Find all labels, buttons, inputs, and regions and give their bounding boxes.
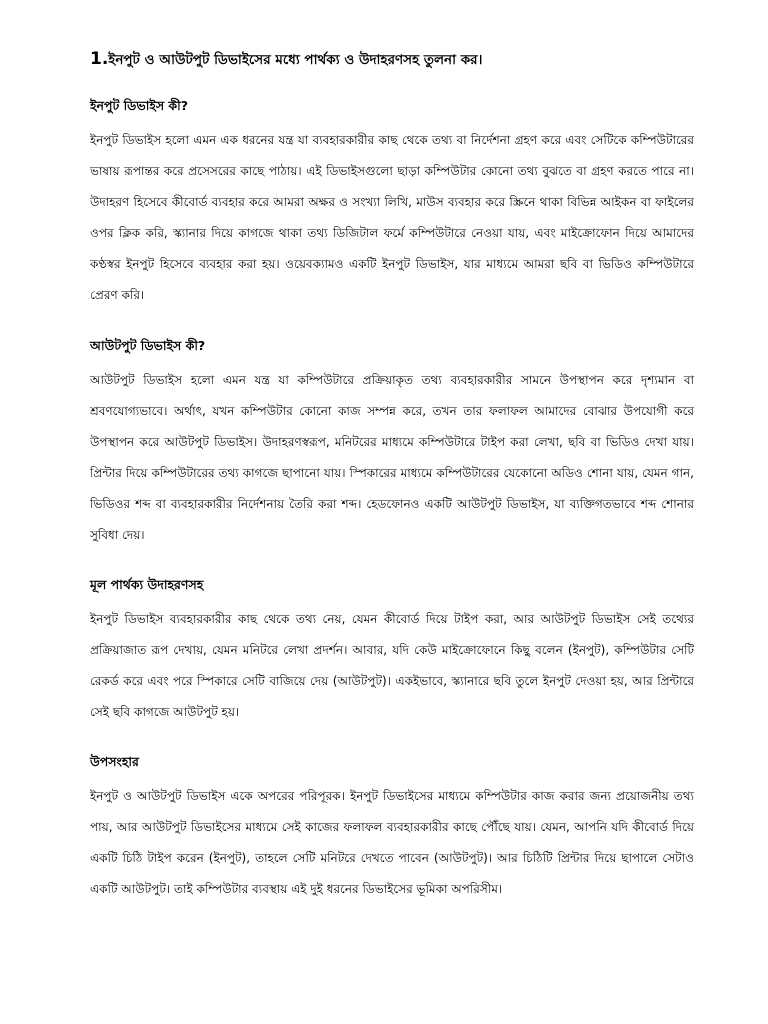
section-heading: আউটপুট ডিভাইস কী? [90,338,206,353]
section-heading: উপসংহার [90,754,139,769]
question-number: 1. [90,49,109,69]
section-main-difference [90,572,694,728]
section-heading: ইনপুট ডিভাইস কী? [90,98,189,113]
question-text: ইনপুট ও আউটপুট ডিভাইসের মধ্যে পার্থক্য ও উদাহরণসহ তুলনা কর। [108,52,483,68]
section-output-device [90,333,694,551]
section-paragraph: আউটপুট ডিভাইস হলো এমন যন্ত্র যা কম্পিউটারে প্রক্রিয়াকৃত তথ্য ব্যবহারকারীর সামনে উপস্থাপন করে দৃশ্যমান বা শ্রবণযোগ্যভাবে। অর্থাৎ, যখন কম্পিউটার কোনো কাজ সম্পন্ন করে, তখন তার ফলাফল আমাদের বোঝার উপযোগী করে উপস্থাপন করে আউটপুট ডিভাইস। উদাহরণস্বরূপ, মনিটরের মাধ্যমে কম্পিউটারে টাইপ করা লেখা, ছবি বা ভিডিও দেখা যায়। প্রিন্টার দিয়ে কম্পিউটারের তথ্য কাগজে ছাপানো যায়। স্পিকারের মাধ্যমে কম্পিউটারের যেকোনো অডিও শোনা যায়, যেমন গান, ভিডিওর শব্দ বা ব্যবহারকারীর নির্দেশনায় তৈরি করা শব্দ। হেডফোনও একটি আউটপুট ডিভাইস, যা ব্যক্তিগতভাবে শব্দ শোনার সুবিধা দেয়। [90,373,694,542]
section-input-device [90,93,694,311]
document-page [90,46,694,905]
section-heading: মূল পার্থক্য উদাহরণসহ [90,577,204,592]
question-title [90,46,694,73]
section-paragraph: ইনপুট ডিভাইস ব্যবহারকারীর কাছ থেকে তথ্য নেয়, যেমন কীবোর্ড দিয়ে টাইপ করা, আর আউটপুট ডিভাইস সেই তথ্যের প্রক্রিয়াজাত রূপ দেখায়, যেমন মনিটরে লেখা প্রদর্শন। আবার, যদি কেউ মাইক্রোফোনে কিছু বলেন (ইনপুট), কম্পিউটার সেটি রেকর্ড করে এবং পরে স্পিকারে সেটি বাজিয়ে দেয় (আউটপুট)। একইভাবে, স্ক্যানারে ছবি তুলে ইনপুট দেওয়া হয়, আর প্রিন্টারে সেই ছবি কাগজে আউটপুট হয়। [90,612,694,719]
section-conclusion [90,749,694,905]
section-paragraph: ইনপুট ডিভাইস হলো এমন এক ধরনের যন্ত্র যা ব্যবহারকারীর কাছ থেকে তথ্য বা নির্দেশনা গ্রহণ করে এবং সেটিকে কম্পিউটারের ভাষায় রূপান্তর করে প্রসেসরের কাছে পাঠায়। এই ডিভাইসগুলো ছাড়া কম্পিউটার কোনো তথ্য বুঝতে বা গ্রহণ করতে পারে না। উদাহরণ হিসেবে কীবোর্ড ব্যবহার করে আমরা অক্ষর ও সংখ্যা লিখি, মাউস ব্যবহার করে স্ক্রিনে থাকা বিভিন্ন আইকন বা ফাইলের ওপর ক্লিক করি, স্ক্যানার দিয়ে কাগজে থাকা তথ্য ডিজিটাল ফর্মে কম্পিউটারে নেওয়া যায়, এবং মাইক্রোফোন দিয়ে আমাদের কণ্ঠস্বর ইনপুট হিসেবে ব্যবহার করা হয়। ওয়েবক্যামও একটি ইনপুট ডিভাইস, যার মাধ্যমে আমরা ছবি বা ভিডিও কম্পিউটারে প্রেরণ করি। [90,133,694,302]
section-paragraph: ইনপুট ও আউটপুট ডিভাইস একে অপরের পরিপূরক। ইনপুট ডিভাইসের মাধ্যমে কম্পিউটার কাজ করার জন্য প্রয়োজনীয় তথ্য পায়, আর আউটপুট ডিভাইসের মাধ্যমে সেই কাজের ফলাফল ব্যবহারকারীর কাছে পৌঁছে যায়। যেমন, আপনি যদি কীবোর্ড দিয়ে একটি চিঠি টাইপ করেন (ইনপুট), তাহলে সেটি মনিটরে দেখতে পাবেন (আউটপুট)। আর চিঠিটি প্রিন্টার দিয়ে ছাপালে সেটাও একটি আউটপুট। তাই কম্পিউটার ব্যবস্থায় এই দুই ধরনের ডিভাইসের ভূমিকা অপরিসীম। [90,789,694,896]
